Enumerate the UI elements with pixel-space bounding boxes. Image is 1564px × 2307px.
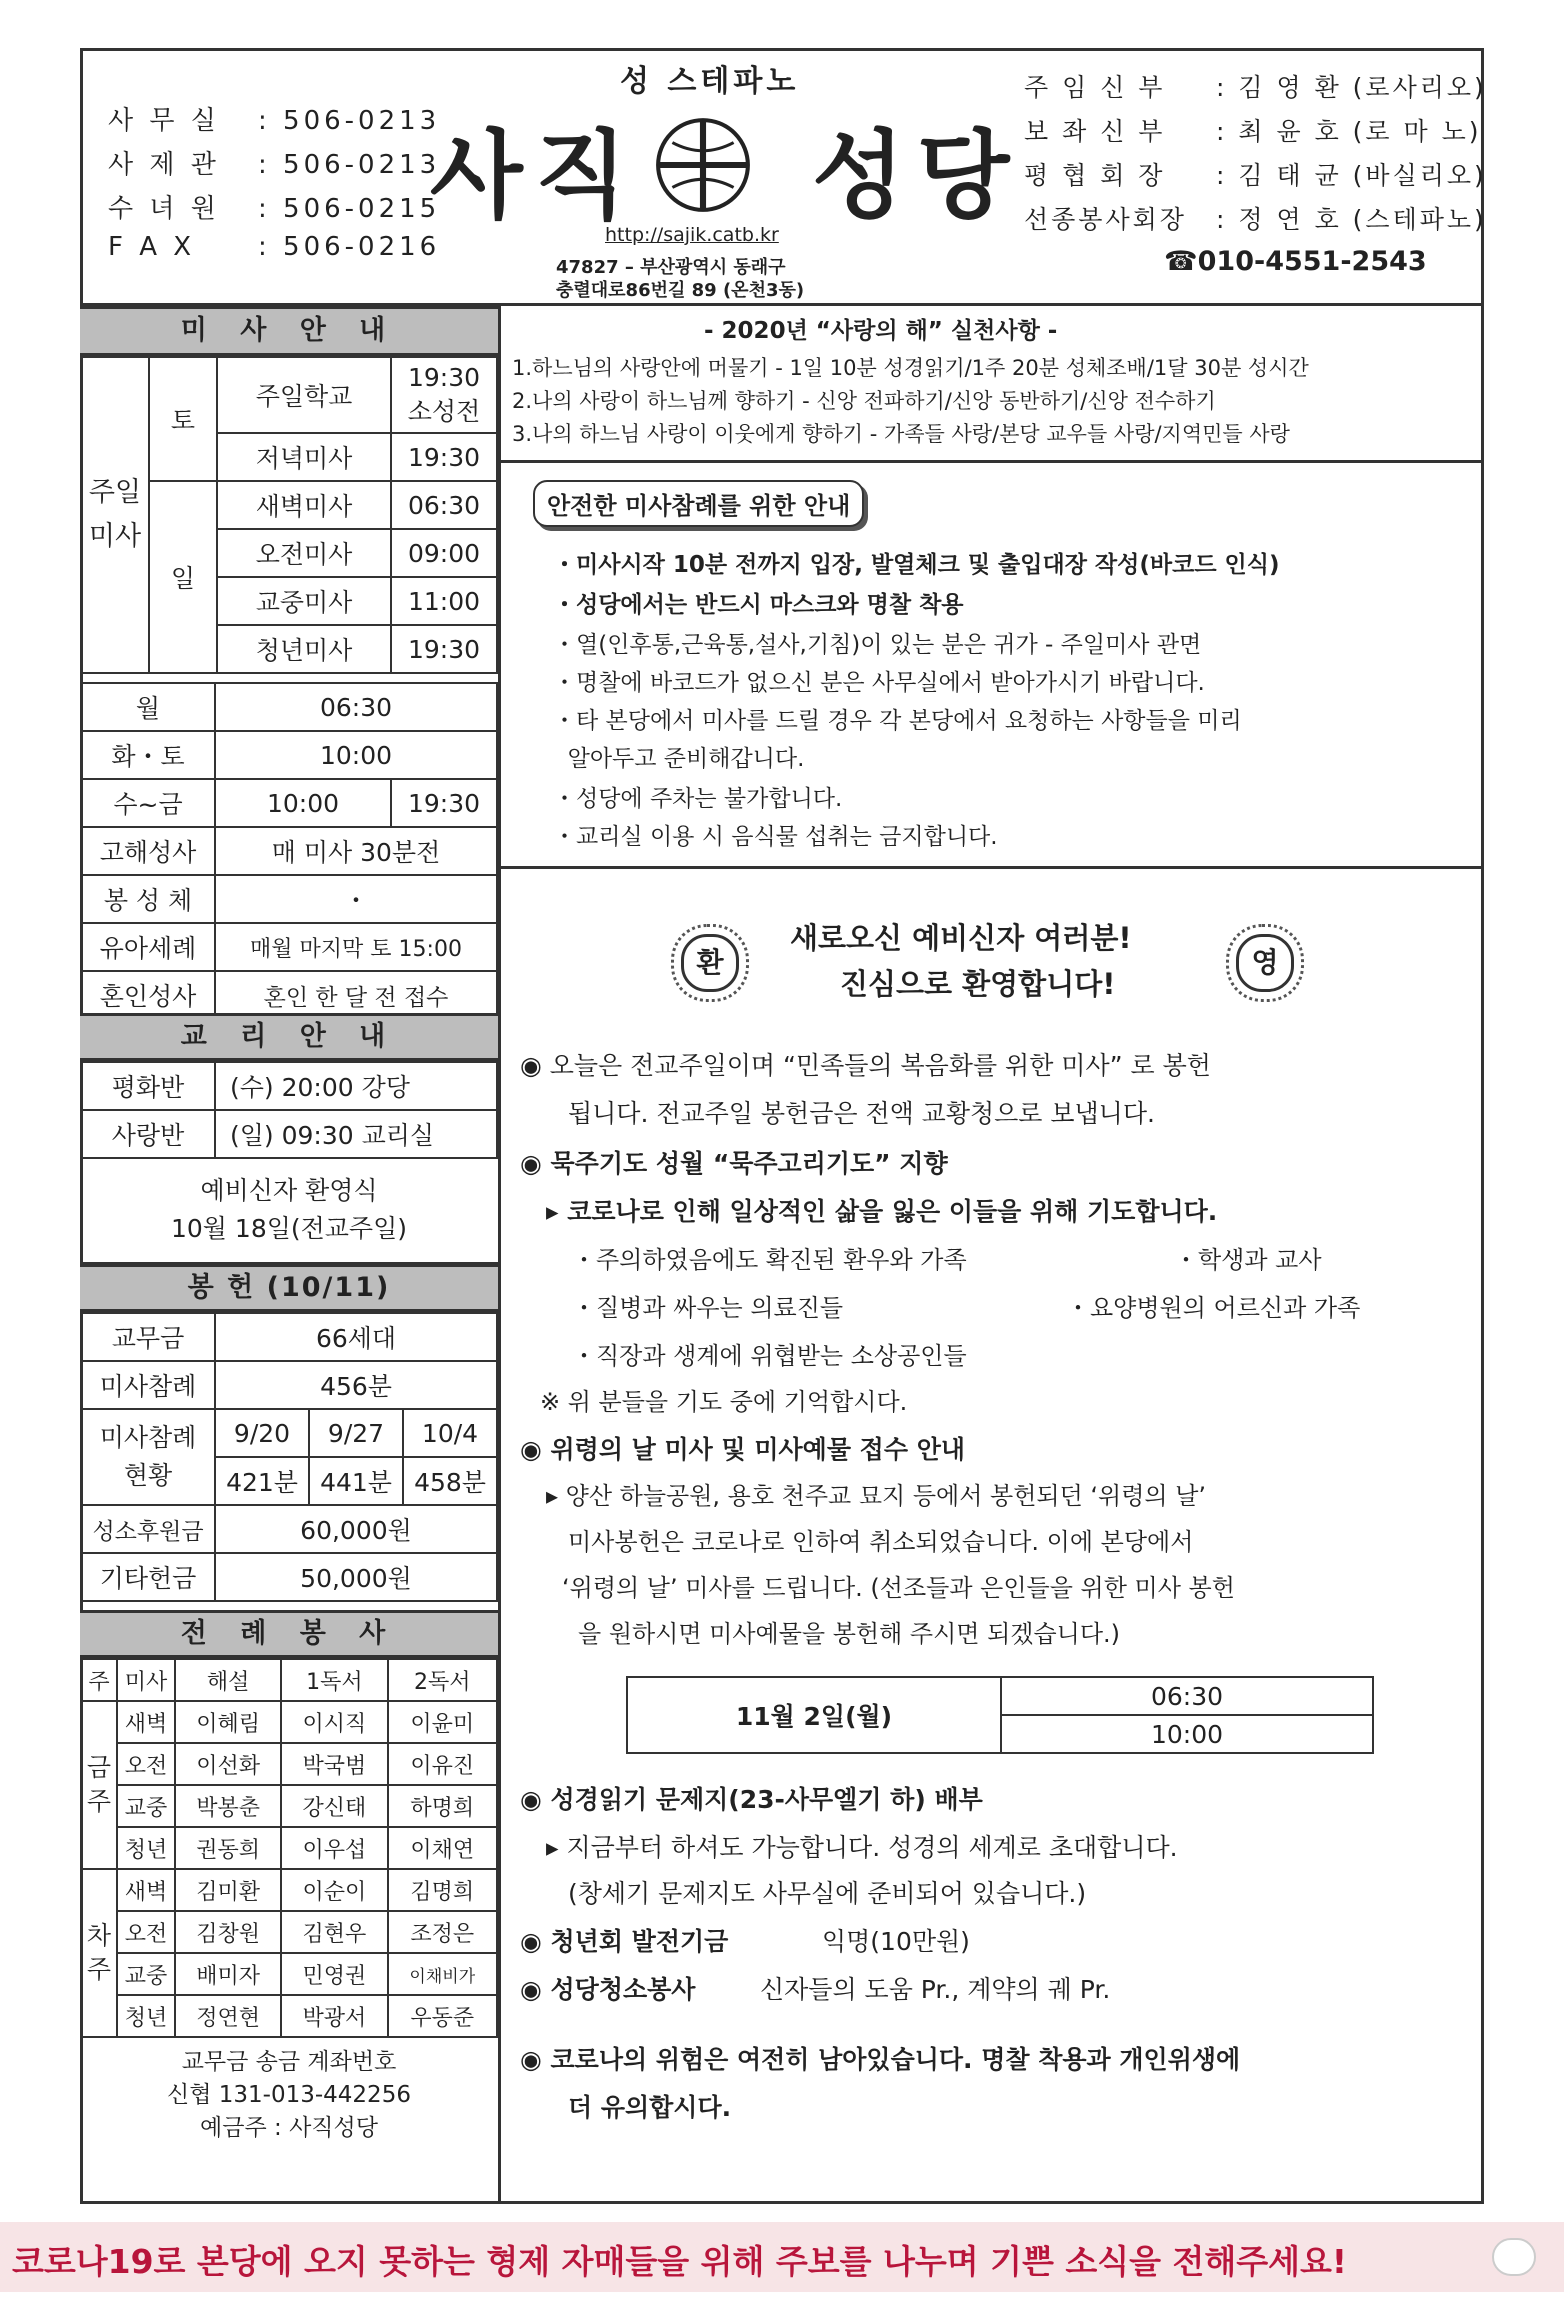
church-name-right: 성당 bbox=[812, 120, 1022, 232]
notice-all-souls-text: 미사봉헌은 코로나로 인하여 취소되었습니다. 이에 본당에서 bbox=[568, 1528, 1194, 1556]
table-cell: 강신태 bbox=[281, 1785, 387, 1827]
mass-name: 주일학교 bbox=[217, 357, 391, 433]
contact-rectory bbox=[108, 144, 440, 181]
attendance-count: 458분 bbox=[403, 1457, 497, 1505]
sacrament-value: 매월 마지막 토 15:00 bbox=[215, 923, 497, 971]
prayer-target: ・학생과 교사 bbox=[1174, 1246, 1322, 1274]
mass-time: 19:30 bbox=[391, 433, 497, 481]
col-header: 해설 bbox=[175, 1659, 281, 1701]
mass-name: 새벽미사 bbox=[217, 481, 391, 529]
doctrine-table bbox=[80, 1061, 498, 1159]
offering-value: 50,000원 bbox=[215, 1553, 497, 1601]
table-cell: 이시직 bbox=[281, 1701, 387, 1743]
prayer-note: ※ 위 분들을 기도 중에 기억합시다. bbox=[540, 1388, 908, 1416]
sacrament-value: ・ bbox=[215, 875, 497, 923]
prayer-target: ・직장과 생계에 위협받는 소상공인들 bbox=[572, 1342, 967, 1370]
table-cell: 청년 bbox=[117, 1995, 175, 2037]
contact-label: F A X bbox=[108, 232, 196, 262]
sacrament-name: 유아세례 bbox=[81, 923, 215, 971]
account-title: 교무금 송금 계좌번호 bbox=[181, 2049, 397, 2075]
attendance-label-2: 현황 bbox=[123, 1461, 173, 1490]
sunday-mass-table bbox=[80, 356, 498, 674]
notice-all-souls-text: ‘위령의 날’ 미사를 드립니다. (선조들과 은인들을 위한 미사 봉헌 bbox=[562, 1574, 1235, 1602]
table-cell: 이선화 bbox=[175, 1743, 281, 1785]
table-cell: 이순이 bbox=[281, 1869, 387, 1911]
notice-rosary-intent: ▸ 코로나로 인해 일상적인 삶을 잃은 이들을 위해 기도합니다. bbox=[546, 1197, 1218, 1226]
weekday-mass-table bbox=[80, 682, 498, 1020]
col-header: 주 bbox=[81, 1659, 117, 1701]
class-name: 사랑반 bbox=[81, 1110, 215, 1158]
pastor bbox=[1024, 68, 1487, 104]
offering-table bbox=[80, 1312, 498, 1602]
offering-name: 교무금 bbox=[81, 1313, 215, 1361]
attendance-date: 9/20 bbox=[215, 1409, 309, 1457]
col-header: 1독서 bbox=[281, 1659, 387, 1701]
contact-office bbox=[108, 100, 440, 137]
all-souls-time: 06:30 bbox=[1001, 1677, 1373, 1715]
goal-item: 1.하느님의 사랑안에 머물기 - 1일 10분 성경읽기/1주 20분 성체조배/1달 30분 성시간 bbox=[512, 356, 1309, 380]
table-cell: 박광서 bbox=[281, 1995, 387, 2037]
mass-time: 11:00 bbox=[391, 577, 497, 625]
priest-value: : 김 태 균 (바실리오) bbox=[1216, 161, 1487, 190]
safety-heading: 안전한 미사참례를 위한 안내 bbox=[533, 480, 864, 527]
table-cell: 우동준 bbox=[388, 1995, 497, 2037]
contact-label: 사 무 실 bbox=[108, 106, 220, 136]
table-cell: 새벽 bbox=[117, 1869, 175, 1911]
assistant-priest bbox=[1024, 112, 1482, 148]
table-cell: 김미환 bbox=[175, 1869, 281, 1911]
account-box bbox=[80, 2046, 498, 2196]
attendance-count: 421분 bbox=[215, 1457, 309, 1505]
all-souls-time: 10:00 bbox=[1001, 1715, 1373, 1753]
table-cell: 이채비가 bbox=[388, 1953, 497, 1995]
table-cell: 이유진 bbox=[388, 1743, 497, 1785]
next-week-label: 차주 bbox=[81, 1869, 117, 2037]
mass-name: 오전미사 bbox=[217, 529, 391, 577]
table-cell: 하명희 bbox=[388, 1785, 497, 1827]
priest-label: 선종봉사회장 bbox=[1024, 205, 1187, 234]
table-cell: 이윤미 bbox=[388, 1701, 497, 1743]
weekday-time: 19:30 bbox=[391, 779, 497, 827]
fish-icon bbox=[1492, 2238, 1536, 2276]
account-number: 신협 131-013-442256 bbox=[167, 2082, 411, 2108]
address-line-2: 충렬대로86번길 89 (온천3동) bbox=[556, 280, 805, 301]
class-schedule: (일) 09:30 교리실 bbox=[215, 1110, 497, 1158]
notice-cleaning-value: 신자들의 도움 Pr., 계약의 궤 Pr. bbox=[760, 1975, 1111, 2004]
safety-item: ・미사시작 10분 전까지 입장, 발열체크 및 출입대장 작성(바코드 인식) bbox=[553, 552, 1280, 578]
priest-value: : 최 윤 호 (로 마 노) bbox=[1216, 117, 1482, 146]
contact-label: 수 녀 원 bbox=[108, 194, 220, 224]
table-cell: 이채연 bbox=[388, 1827, 497, 1869]
notice-mission-sunday-cont: 됩니다. 전교주일 봉헌금은 전액 교황청으로 보냅니다. bbox=[568, 1099, 1155, 1128]
priest-label: 주 임 신 부 bbox=[1024, 73, 1166, 102]
safety-item: ・성당에서는 반드시 마스크와 명찰 착용 bbox=[553, 592, 964, 618]
notice-all-souls: ◉ 위령의 날 미사 및 미사예물 접수 안내 bbox=[520, 1435, 965, 1464]
priest-value: : 정 연 호 (스테파노) bbox=[1216, 205, 1487, 234]
safety-item: ・명찰에 바코드가 없으신 분은 사무실에서 받아가시기 바랍니다. bbox=[553, 670, 1205, 696]
account-holder: 예금주 : 사직성당 bbox=[200, 2115, 378, 2141]
table-cell: 조정은 bbox=[388, 1911, 497, 1953]
notice-mission-sunday: ◉ 오늘은 전교주일이며 “민족들의 복음화를 위한 미사” 로 봉헌 bbox=[520, 1051, 1211, 1080]
weekday-time: 06:30 bbox=[215, 683, 497, 731]
table-cell: 교중 bbox=[117, 1953, 175, 1995]
table-cell: 이혜림 bbox=[175, 1701, 281, 1743]
service-heading: 전 례 봉 사 bbox=[80, 1610, 498, 1658]
address-line-1: 47827 – 부산광역시 동래구 bbox=[556, 257, 786, 278]
section-divider bbox=[498, 866, 1484, 869]
mass-time: 09:00 bbox=[391, 529, 497, 577]
col-header: 미사 bbox=[117, 1659, 175, 1701]
sunday-label: 일 bbox=[149, 481, 217, 673]
notice-covid-cont: 더 유의합시다. bbox=[568, 2093, 732, 2122]
table-cell: 교중 bbox=[117, 1785, 175, 1827]
sacrament-value: 혼인 한 달 전 접수 bbox=[215, 971, 497, 1019]
table-cell: 민영권 bbox=[281, 1953, 387, 1995]
safety-item: 알아두고 준비해갑니다. bbox=[553, 746, 805, 772]
welcome-line-2: 진심으로 환영합니다! bbox=[840, 967, 1116, 1001]
table-cell: 배미자 bbox=[175, 1953, 281, 1995]
doctrine-heading: 교 리 안 내 bbox=[80, 1013, 498, 1061]
class-schedule: (수) 20:00 강당 bbox=[215, 1062, 497, 1110]
offering-name: 미사참례 bbox=[81, 1361, 215, 1409]
liturgy-service-table bbox=[80, 1658, 498, 2038]
table-cell: 이우섭 bbox=[281, 1827, 387, 1869]
mass-time: 19:30 소성전 bbox=[391, 357, 497, 433]
notice-bible-reading: ◉ 성경읽기 문제지(23-사무엘기 하) 배부 bbox=[520, 1785, 983, 1814]
share-banner-text: 코로나19로 본당에 오지 못하는 형제 자매들을 위해 주보를 나누며 기쁜 소식을 전해주세요! bbox=[12, 2242, 1347, 2281]
mass-name: 저녁미사 bbox=[217, 433, 391, 481]
table-cell: 김현우 bbox=[281, 1911, 387, 1953]
table-cell: 정연현 bbox=[175, 1995, 281, 2037]
notice-all-souls-text: ▸ 양산 하늘공원, 용호 천주교 묘지 등에서 봉헌되던 ‘위령의 날’ bbox=[546, 1482, 1207, 1510]
table-cell: 박국범 bbox=[281, 1743, 387, 1785]
contact-convent bbox=[108, 188, 440, 225]
section-divider bbox=[498, 460, 1484, 463]
priest-label: 평 협 회 장 bbox=[1024, 161, 1166, 190]
goal-item: 3.나의 하느님 사랑이 이웃에게 향하기 - 가족들 사랑/본당 교우들 사랑/지역민들 사랑 bbox=[512, 422, 1290, 446]
mass-name: 청년미사 bbox=[217, 625, 391, 673]
safety-item: ・교리실 이용 시 음식물 섭취는 금지합니다. bbox=[553, 824, 998, 850]
all-souls-schedule bbox=[626, 1676, 1374, 1754]
mass-heading: 미 사 안 내 bbox=[80, 306, 498, 356]
council-president bbox=[1024, 156, 1487, 192]
church-name-left: 사직 bbox=[430, 120, 640, 232]
attendance-status-label bbox=[81, 1409, 215, 1505]
notice-covid: ◉ 코로나의 위험은 여전히 남아있습니다. 명찰 착용과 개인위생에 bbox=[520, 2045, 1241, 2074]
goal-item: 2.나의 사랑이 하느님께 향하기 - 신앙 전파하기/신앙 동반하기/신앙 전수하기 bbox=[512, 389, 1216, 413]
badge-left: 환 bbox=[681, 934, 739, 992]
weekday: 화・토 bbox=[81, 731, 215, 779]
church-logo-icon bbox=[652, 114, 754, 216]
attendance-date: 10/4 bbox=[403, 1409, 497, 1457]
contact-value: : 506-0216 bbox=[258, 232, 441, 262]
attendance-count: 441분 bbox=[309, 1457, 403, 1505]
sacrament-name: 고해성사 bbox=[81, 827, 215, 875]
weekday-time: 10:00 bbox=[215, 731, 497, 779]
prayer-target: ・질병과 싸우는 의료진들 bbox=[572, 1294, 844, 1322]
table-cell: 박봉춘 bbox=[175, 1785, 281, 1827]
table-cell: 오전 bbox=[117, 1911, 175, 1953]
this-week-label: 금주 bbox=[81, 1701, 117, 1869]
contact-label: 사 제 관 bbox=[108, 150, 220, 180]
catechumen-welcome-box bbox=[80, 1160, 498, 1264]
mass-time: 19:30 bbox=[391, 625, 497, 673]
column-divider bbox=[498, 303, 501, 2204]
attendance-date: 9/27 bbox=[309, 1409, 403, 1457]
offering-name: 기타헌금 bbox=[81, 1553, 215, 1601]
table-cell: 김명희 bbox=[388, 1869, 497, 1911]
website-link[interactable]: http://sajik.catb.kr bbox=[605, 224, 779, 246]
class-name: 평화반 bbox=[81, 1062, 215, 1110]
table-cell: 권동희 bbox=[175, 1827, 281, 1869]
weekday-time: 10:00 bbox=[215, 779, 391, 827]
priest-label: 보 좌 신 부 bbox=[1024, 117, 1166, 146]
saturday-label: 토 bbox=[149, 357, 217, 481]
weekday: 월 bbox=[81, 683, 215, 731]
safety-item: ・타 본당에서 미사를 드릴 경우 각 본당에서 요청하는 사항들을 미리 bbox=[553, 708, 1242, 734]
safety-item: ・성당에 주차는 불가합니다. bbox=[553, 786, 843, 812]
catechumen-welcome-title: 예비신자 환영식 bbox=[200, 1176, 378, 1205]
notice-bible-reading-text: ▸ 지금부터 하셔도 가능합니다. 성경의 세계로 초대합니다. bbox=[546, 1833, 1178, 1862]
notice-cleaning: ◉ 성당청소봉사 bbox=[520, 1975, 696, 2004]
mass-time: 06:30 bbox=[391, 481, 497, 529]
notice-youth-fund-value: 익명(10만원) bbox=[822, 1927, 970, 1956]
funeral-service-head bbox=[1024, 200, 1487, 236]
weekday: 수~금 bbox=[81, 779, 215, 827]
offering-value: 60,000원 bbox=[215, 1505, 497, 1553]
welcome-line-1: 새로오신 예비신자 여러분! bbox=[790, 921, 1132, 955]
notice-rosary: ◉ 묵주기도 성월 “묵주고리기도” 지향 bbox=[520, 1149, 948, 1178]
offering-value: 66세대 bbox=[215, 1313, 497, 1361]
attendance-label-1: 미사참례 bbox=[99, 1423, 197, 1452]
notice-all-souls-text: 을 원하시면 미사예물을 봉헌해 주시면 되겠습니다.) bbox=[578, 1620, 1120, 1648]
priest-value: : 김 영 환 (로사리오) bbox=[1216, 73, 1487, 102]
sacrament-name: 봉 성 체 bbox=[81, 875, 215, 923]
table-cell: 김창원 bbox=[175, 1911, 281, 1953]
offering-name: 성소후원금 bbox=[81, 1505, 215, 1553]
prayer-target: ・요양병원의 어르신과 가족 bbox=[1066, 1294, 1361, 1322]
table-cell: 청년 bbox=[117, 1827, 175, 1869]
contact-fax bbox=[108, 232, 440, 262]
col-header: 2독서 bbox=[388, 1659, 497, 1701]
table-cell: 새벽 bbox=[117, 1701, 175, 1743]
offering-heading: 봉 헌 (10/11) bbox=[80, 1264, 498, 1312]
table-cell: 오전 bbox=[117, 1743, 175, 1785]
safety-item: ・열(인후통,근육통,설사,기침)이 있는 분은 귀가 - 주일미사 관면 bbox=[553, 632, 1202, 658]
prayer-target: ・주의하였음에도 확진된 환우와 가족 bbox=[572, 1246, 967, 1274]
sacrament-name: 혼인성사 bbox=[81, 971, 215, 1019]
phone-number: ☎010-4551-2543 bbox=[1164, 246, 1427, 277]
goals-title: - 2020년 “사랑의 해” 실천사항 - bbox=[704, 318, 1058, 344]
badge-right: 영 bbox=[1236, 934, 1294, 992]
patron-title: 성 스테파노 bbox=[620, 64, 800, 99]
contact-value: : 506-0213 bbox=[258, 106, 441, 136]
notice-youth-fund: ◉ 청년회 발전기금 bbox=[520, 1927, 729, 1956]
sacrament-value: 매 미사 30분전 bbox=[215, 827, 497, 875]
offering-value: 456분 bbox=[215, 1361, 497, 1409]
contact-value: : 506-0215 bbox=[258, 194, 441, 224]
sunday-mass-label: 주일미사 bbox=[81, 357, 149, 673]
notice-bible-reading-text: (창세기 문제지도 사무실에 준비되어 있습니다.) bbox=[568, 1879, 1087, 1908]
mass-name: 교중미사 bbox=[217, 577, 391, 625]
catechumen-welcome-date: 10월 18일(전교주일) bbox=[171, 1214, 407, 1243]
all-souls-date: 11월 2일(월) bbox=[627, 1677, 1001, 1753]
contact-value: : 506-0213 bbox=[258, 150, 441, 180]
